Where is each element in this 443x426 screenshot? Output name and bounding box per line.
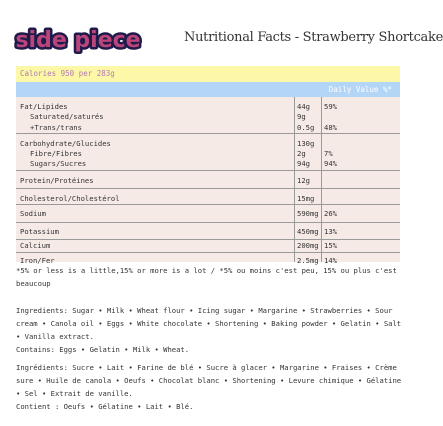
nutrient-amount: 15mg <box>297 194 315 203</box>
row-divider <box>16 170 400 171</box>
nutrient-amount: 450mg <box>297 227 319 236</box>
row-divider <box>16 222 400 223</box>
row-divider <box>16 204 400 205</box>
nutrient-name: Sugars/Sucres <box>30 159 87 168</box>
ingredients-french: Ingrédients: Sucre • Lait • Farine de blé • Sucre à glacer • Margarine • Fraises • Crème sure • Huile de canola • Oeufs • Chocolat blanc • Shortening • Levure chimique • Gélatine • Sel • Extrait de vanille. <box>16 363 402 398</box>
nutrient-dv: 13% <box>324 227 337 236</box>
nutrient-amount: 2g <box>297 149 306 158</box>
nutrient-name: Potassium <box>20 227 59 236</box>
nutrient-dv: 48% <box>324 123 337 132</box>
row-divider <box>16 252 400 253</box>
row-divider <box>16 239 400 240</box>
nutrient-amount: 130g <box>297 139 315 148</box>
calories-banner: Calories 950 per 283g <box>16 66 400 82</box>
nutrient-name: +Trans/trans <box>30 123 82 132</box>
nutrient-dv: 15% <box>324 241 337 250</box>
contains-english: Contains: Eggs • Gelatin • Milk • Wheat. <box>16 345 190 354</box>
nutrient-name: Saturated/saturés <box>30 112 104 121</box>
nutrient-name: Calcium <box>20 241 51 250</box>
daily-value-header-bar <box>16 82 400 97</box>
column-divider <box>321 97 322 262</box>
brand-logo <box>15 24 141 56</box>
nutrition-table <box>16 82 400 265</box>
nutrient-amount: 2.5mg <box>297 256 319 265</box>
nutrient-amount: 12g <box>297 176 310 185</box>
nutrient-name: Protein/Protéines <box>20 176 94 185</box>
nutrient-name: Fibre/Fibres <box>30 149 82 158</box>
contains-french: Contient : Oeufs • Gélatine • Lait • Blé. <box>16 402 194 411</box>
nutrient-dv: 94% <box>324 159 337 168</box>
nutrient-amount: 44g <box>297 102 310 111</box>
page-title: Nutritional Facts - Strawberry Shortcake <box>184 30 443 45</box>
nutrient-amount: 94g <box>297 159 310 168</box>
nutrient-name: Sodium <box>20 209 46 218</box>
ingredients-english: Ingredients: Sugar • Milk • Wheat flour • Icing sugar • Margarine • Strawberries • Sour cream • Canola oil • Eggs • White chocolate • Shortening • Baking powder • Gelatin • Salt • Vanilla extract. <box>16 306 402 341</box>
nutrient-name: Cholesterol/Cholestérol <box>20 194 120 203</box>
nutrient-name: Fat/Lipides <box>20 102 68 111</box>
nutrient-dv: 7% <box>324 149 333 158</box>
daily-value-header: Daily Value %* <box>328 85 392 94</box>
row-divider <box>16 133 400 134</box>
nutrient-dv: 59% <box>324 102 337 111</box>
footnote: *5% or less is a little,15% or more is a lot / *5% ou moins c'est peu, 15% ou plus c'est beaucoup <box>16 266 397 288</box>
nutrient-dv: 14% <box>324 256 337 265</box>
column-divider <box>294 97 295 262</box>
nutrient-name: Iron/Fer <box>20 256 55 265</box>
nutrient-amount: 590mg <box>297 209 319 218</box>
nutrient-amount: 9g <box>297 112 306 121</box>
nutrient-dv: 26% <box>324 209 337 218</box>
nutrient-name: Carbohydrate/Glucides <box>20 139 111 148</box>
logo-text: side piece <box>15 28 141 53</box>
nutrient-amount: 200mg <box>297 241 319 250</box>
nutrient-amount: 0.5g <box>297 123 315 132</box>
row-divider <box>16 188 400 189</box>
